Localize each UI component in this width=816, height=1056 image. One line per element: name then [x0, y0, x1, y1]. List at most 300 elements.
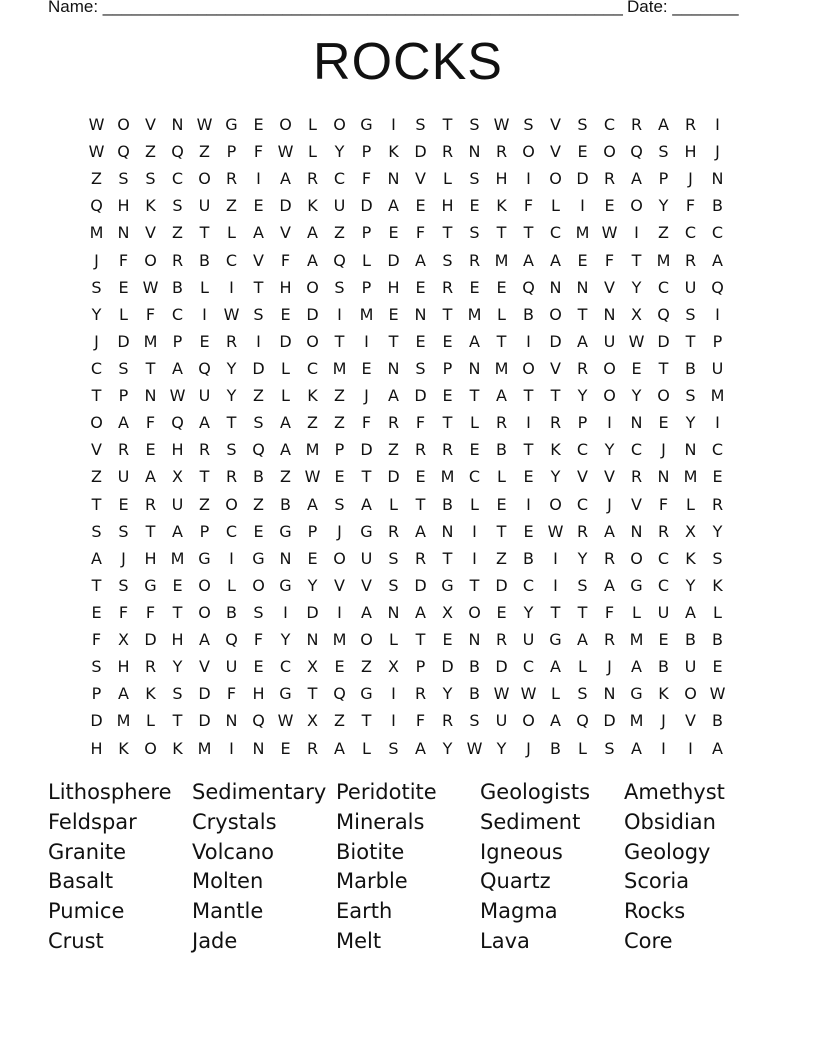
grid-letter: R: [225, 169, 238, 189]
grid-letter: S: [442, 250, 453, 270]
grid-letter: B: [226, 603, 237, 623]
grid-letter: W: [277, 142, 294, 162]
grid-letter: T: [442, 548, 453, 568]
grid-letter: D: [495, 575, 508, 595]
grid-letter: Y: [658, 196, 669, 216]
grid-letter: T: [496, 223, 507, 243]
grid-letter: D: [144, 630, 157, 650]
grid-letter: D: [549, 331, 562, 351]
grid-letter: A: [307, 494, 318, 514]
grid-letter: A: [361, 494, 372, 514]
grid-letter: A: [253, 223, 264, 243]
grid-letter: M: [494, 359, 509, 379]
word-bank-item: Amethyst: [624, 780, 725, 804]
grid-letter: D: [657, 331, 670, 351]
grid-row: [83, 626, 731, 653]
grid-letter: U: [225, 657, 238, 677]
grid-letter: S: [577, 684, 588, 704]
grid-letter: F: [145, 413, 156, 433]
grid-letter: G: [360, 521, 373, 541]
grid-letter: J: [607, 494, 612, 514]
grid-row: [83, 382, 731, 409]
grid-letter: T: [199, 223, 210, 243]
grid-letter: T: [550, 603, 561, 623]
grid-letter: S: [253, 413, 264, 433]
grid-letter: F: [604, 603, 615, 623]
grid-letter: I: [715, 304, 720, 324]
grid-letter: D: [360, 196, 373, 216]
grid-letter: Y: [442, 684, 453, 704]
grid-letter: Y: [631, 386, 642, 406]
grid-letter: Q: [252, 440, 265, 460]
grid-letter: O: [522, 359, 535, 379]
grid-letter: C: [225, 521, 238, 541]
grid-letter: Y: [523, 603, 534, 623]
grid-letter: I: [715, 115, 720, 135]
grid-letter: S: [523, 115, 534, 135]
grid-letter: S: [118, 575, 129, 595]
grid-letter: E: [199, 331, 210, 351]
grid-letter: T: [307, 684, 318, 704]
grid-letter: R: [441, 142, 454, 162]
word-bank-item: Minerals: [336, 809, 425, 834]
grid-letter: N: [171, 115, 184, 135]
grid-letter: A: [280, 413, 291, 433]
grid-letter: F: [415, 711, 426, 731]
grid-letter: G: [198, 548, 211, 568]
grid-letter: M: [467, 304, 482, 324]
grid-letter: R: [495, 413, 508, 433]
grid-letter: E: [523, 521, 534, 541]
grid-letter: M: [116, 711, 131, 731]
grid-letter: Q: [252, 711, 265, 731]
grid-letter: I: [256, 331, 261, 351]
grid-letter: A: [280, 440, 291, 460]
grid-letter: Z: [334, 711, 345, 731]
grid-letter: E: [415, 467, 426, 487]
grid-letter: T: [577, 603, 588, 623]
grid-letter: B: [550, 738, 561, 758]
grid-letter: Q: [333, 250, 346, 270]
grid-letter: F: [118, 250, 129, 270]
grid-letter: I: [229, 738, 234, 758]
grid-letter: L: [551, 684, 560, 704]
grid-letter: P: [307, 521, 318, 541]
grid-letter: N: [117, 223, 130, 243]
grid-letter: S: [226, 440, 237, 460]
grid-letter: Y: [577, 548, 588, 568]
grid-letter: J: [607, 657, 612, 677]
grid-letter: V: [550, 142, 561, 162]
grid-letter: E: [361, 359, 372, 379]
grid-letter: Q: [576, 711, 589, 731]
grid-letter: S: [91, 521, 102, 541]
grid-letter: M: [683, 467, 698, 487]
grid-letter: A: [685, 603, 696, 623]
grid-letter: P: [415, 657, 426, 677]
grid-row: [83, 436, 731, 463]
grid-letter: B: [199, 250, 210, 270]
grid-letter: J: [688, 169, 693, 189]
grid-letter: T: [442, 413, 453, 433]
grid-letter: T: [442, 115, 453, 135]
grid-letter: L: [470, 494, 479, 514]
grid-letter: H: [90, 738, 103, 758]
grid-letter: O: [198, 575, 211, 595]
grid-letter: I: [553, 575, 558, 595]
grid-letter: L: [470, 413, 479, 433]
grid-letter: X: [631, 304, 642, 324]
grid-letter: Y: [577, 386, 588, 406]
grid-letter: G: [225, 115, 238, 135]
grid-letter: W: [196, 115, 213, 135]
grid-letter: I: [364, 331, 369, 351]
grid-letter: N: [225, 711, 238, 731]
name-field-label: Name: _______________________________________________________: [48, 0, 623, 16]
grid-letter: A: [118, 684, 129, 704]
grid-letter: J: [337, 521, 342, 541]
grid-letter: C: [171, 304, 184, 324]
grid-letter: C: [549, 223, 562, 243]
grid-row: [83, 165, 731, 192]
grid-letter: S: [145, 169, 156, 189]
grid-letter: H: [387, 277, 400, 297]
grid-letter: Q: [117, 142, 130, 162]
word-bank-item: Biotite: [336, 839, 405, 864]
word-bank-item: Lava: [480, 928, 530, 953]
grid-letter: K: [712, 575, 723, 595]
grid-letter: Y: [172, 657, 183, 677]
grid-letter: T: [361, 711, 372, 731]
grid-letter: A: [307, 223, 318, 243]
grid-letter: A: [172, 359, 183, 379]
grid-letter: V: [631, 494, 642, 514]
grid-letter: L: [281, 386, 290, 406]
grid-letter: S: [685, 386, 696, 406]
grid-letter: O: [603, 142, 616, 162]
grid-letter: I: [283, 603, 288, 623]
grid-letter: U: [684, 657, 697, 677]
grid-letter: S: [415, 115, 426, 135]
grid-letter: D: [495, 657, 508, 677]
grid-letter: T: [469, 386, 480, 406]
grid-letter: W: [277, 711, 294, 731]
grid-letter: R: [657, 521, 670, 541]
grid-letter: F: [415, 223, 426, 243]
grid-letter: E: [415, 331, 426, 351]
word-bank-item: Granite: [48, 839, 127, 864]
grid-letter: O: [549, 494, 562, 514]
grid-letter: W: [493, 115, 510, 135]
grid-letter: R: [171, 250, 184, 270]
grid-letter: W: [547, 521, 564, 541]
grid-letter: B: [469, 684, 480, 704]
grid-letter: N: [387, 603, 400, 623]
grid-letter: C: [576, 494, 589, 514]
grid-letter: P: [334, 440, 345, 460]
grid-letter: U: [522, 630, 535, 650]
word-bank-item: Feldspar: [48, 809, 137, 834]
word-bank-item: Peridotite: [336, 780, 437, 804]
grid-letter: M: [656, 250, 671, 270]
grid-letter: L: [686, 494, 695, 514]
grid-letter: A: [307, 250, 318, 270]
grid-letter: O: [549, 169, 562, 189]
grid-letter: R: [414, 440, 427, 460]
grid-letter: T: [415, 630, 426, 650]
grid-letter: A: [415, 603, 426, 623]
grid-letter: R: [144, 657, 157, 677]
grid-letter: O: [522, 142, 535, 162]
grid-letter: O: [198, 169, 211, 189]
grid-letter: B: [523, 304, 534, 324]
grid-letter: T: [577, 304, 588, 324]
grid-letter: C: [90, 359, 103, 379]
grid-letter: N: [603, 304, 616, 324]
grid-letter: T: [145, 521, 156, 541]
grid-letter: A: [631, 738, 642, 758]
grid-letter: S: [604, 738, 615, 758]
grid-letter: Y: [550, 467, 561, 487]
grid-letter: I: [229, 548, 234, 568]
grid-letter: K: [388, 142, 399, 162]
grid-letter: T: [631, 250, 642, 270]
grid-letter: Y: [496, 738, 507, 758]
grid-letter: L: [200, 277, 209, 297]
grid-letter: I: [661, 738, 666, 758]
grid-letter: C: [711, 440, 724, 460]
grid-letter: I: [526, 331, 531, 351]
grid-letter: M: [629, 630, 644, 650]
grid-letter: F: [91, 630, 102, 650]
grid-letter: V: [253, 250, 264, 270]
grid-letter: K: [145, 196, 156, 216]
grid-letter: H: [117, 657, 130, 677]
grid-letter: I: [337, 603, 342, 623]
grid-letter: S: [118, 169, 129, 189]
grid-letter: W: [88, 142, 105, 162]
grid-row: [83, 247, 731, 274]
grid-letter: F: [415, 413, 426, 433]
grid-letter: T: [415, 494, 426, 514]
grid-letter: I: [607, 413, 612, 433]
grid-letter: A: [361, 603, 372, 623]
grid-letter: E: [280, 738, 291, 758]
grid-letter: W: [520, 684, 537, 704]
grid-letter: U: [657, 603, 670, 623]
grid-letter: Z: [199, 494, 210, 514]
grid-letter: P: [442, 359, 453, 379]
grid-letter: T: [496, 521, 507, 541]
grid-letter: O: [333, 548, 346, 568]
grid-letter: I: [229, 277, 234, 297]
grid-letter: M: [89, 223, 104, 243]
grid-letter: C: [711, 223, 724, 243]
grid-letter: A: [658, 115, 669, 135]
grid-letter: A: [712, 250, 723, 270]
grid-letter: L: [497, 304, 506, 324]
grid-row: [83, 463, 731, 490]
grid-letter: W: [466, 738, 483, 758]
grid-letter: W: [88, 115, 105, 135]
grid-letter: A: [91, 548, 102, 568]
grid-letter: L: [578, 738, 587, 758]
grid-letter: Z: [91, 467, 102, 487]
grid-letter: V: [334, 575, 345, 595]
grid-letter: R: [225, 331, 238, 351]
grid-letter: X: [307, 657, 318, 677]
grid-letter: O: [333, 115, 346, 135]
grid-letter: E: [442, 630, 453, 650]
page-title: ROCKS: [313, 33, 503, 91]
grid-letter: Z: [172, 223, 183, 243]
grid-letter: R: [576, 521, 589, 541]
grid-row: [83, 328, 731, 355]
grid-letter: P: [172, 331, 183, 351]
grid-letter: I: [526, 413, 531, 433]
grid-letter: B: [712, 630, 723, 650]
grid-letter: Q: [225, 630, 238, 650]
grid-letter: E: [145, 440, 156, 460]
grid-letter: E: [442, 331, 453, 351]
grid-letter: S: [118, 521, 129, 541]
grid-letter: X: [307, 711, 318, 731]
grid-letter: D: [306, 603, 319, 623]
grid-letter: W: [223, 304, 240, 324]
grid-letter: W: [493, 684, 510, 704]
grid-letter: E: [469, 277, 480, 297]
grid-letter: W: [142, 277, 159, 297]
grid-letter: E: [415, 277, 426, 297]
grid-letter: E: [577, 142, 588, 162]
grid-letter: H: [117, 196, 130, 216]
grid-letter: S: [388, 575, 399, 595]
grid-letter: B: [685, 359, 696, 379]
grid-letter: M: [710, 386, 725, 406]
grid-letter: V: [685, 711, 696, 731]
grid-letter: S: [685, 304, 696, 324]
word-bank-item: Marble: [336, 869, 408, 894]
grid-letter: M: [197, 738, 212, 758]
word-bank-item: Mantle: [192, 899, 264, 924]
grid-letter: U: [684, 277, 697, 297]
grid-letter: E: [496, 603, 507, 623]
grid-letter: T: [469, 575, 480, 595]
grid-letter: V: [145, 115, 156, 135]
grid-letter: V: [415, 169, 426, 189]
grid-letter: M: [305, 440, 320, 460]
grid-letter: C: [576, 440, 589, 460]
grid-letter: A: [604, 521, 615, 541]
grid-letter: C: [684, 223, 697, 243]
grid-letter: D: [117, 331, 130, 351]
grid-letter: M: [494, 250, 509, 270]
grid-letter: Q: [657, 304, 670, 324]
grid-letter: I: [526, 494, 531, 514]
grid-letter: U: [711, 359, 724, 379]
grid-letter: T: [253, 277, 264, 297]
grid-letter: Y: [685, 413, 696, 433]
grid-row: [83, 707, 731, 734]
grid-letter: L: [632, 603, 641, 623]
grid-letter: M: [575, 223, 590, 243]
grid-letter: C: [171, 169, 184, 189]
grid-letter: O: [144, 250, 157, 270]
grid-letter: D: [414, 142, 427, 162]
grid-letter: V: [361, 575, 372, 595]
grid-letter: J: [526, 738, 531, 758]
grid-letter: O: [684, 684, 697, 704]
grid-letter: G: [630, 575, 643, 595]
grid-letter: R: [468, 250, 481, 270]
grid-letter: M: [332, 359, 347, 379]
grid-letter: D: [576, 169, 589, 189]
grid-letter: P: [361, 142, 372, 162]
grid-letter: H: [171, 440, 184, 460]
grid-letter: E: [712, 657, 723, 677]
grid-letter: V: [199, 657, 210, 677]
grid-letter: H: [279, 277, 292, 297]
grid-letter: R: [603, 548, 616, 568]
grid-letter: L: [281, 359, 290, 379]
grid-letter: A: [388, 386, 399, 406]
grid-letter: C: [468, 467, 481, 487]
grid-letter: O: [468, 603, 481, 623]
grid-letter: O: [117, 115, 130, 135]
grid-row: [83, 219, 731, 246]
grid-letter: Z: [280, 467, 291, 487]
word-bank-item: Magma: [480, 899, 558, 924]
grid-letter: Q: [171, 413, 184, 433]
grid-letter: E: [712, 467, 723, 487]
grid-letter: A: [631, 169, 642, 189]
grid-letter: O: [198, 603, 211, 623]
grid-letter: W: [169, 386, 186, 406]
grid-letter: G: [360, 684, 373, 704]
grid-letter: F: [145, 603, 156, 623]
grid-letter: A: [145, 467, 156, 487]
grid-letter: E: [91, 603, 102, 623]
grid-letter: K: [550, 440, 561, 460]
grid-letter: D: [387, 250, 400, 270]
grid-row: [83, 355, 731, 382]
grid-letter: T: [334, 331, 345, 351]
grid-letter: Z: [307, 413, 318, 433]
grid-letter: E: [334, 657, 345, 677]
grid-letter: E: [253, 196, 264, 216]
grid-letter: J: [94, 250, 99, 270]
word-bank-item: Sedimentary: [192, 780, 327, 804]
grid-letter: V: [604, 467, 615, 487]
grid-letter: O: [90, 413, 103, 433]
grid-letter: B: [469, 657, 480, 677]
grid-letter: S: [91, 277, 102, 297]
grid-letter: L: [443, 169, 452, 189]
grid-letter: A: [415, 521, 426, 541]
grid-letter: G: [252, 548, 265, 568]
grid-letter: N: [468, 142, 481, 162]
grid-letter: X: [685, 521, 696, 541]
grid-letter: I: [391, 684, 396, 704]
grid-letter: E: [388, 223, 399, 243]
grid-letter: R: [576, 359, 589, 379]
grid-letter: P: [199, 521, 210, 541]
grid-letter: G: [279, 684, 292, 704]
grid-letter: B: [442, 494, 453, 514]
grid-letter: K: [172, 738, 183, 758]
grid-letter: A: [388, 196, 399, 216]
grid-letter: R: [414, 548, 427, 568]
